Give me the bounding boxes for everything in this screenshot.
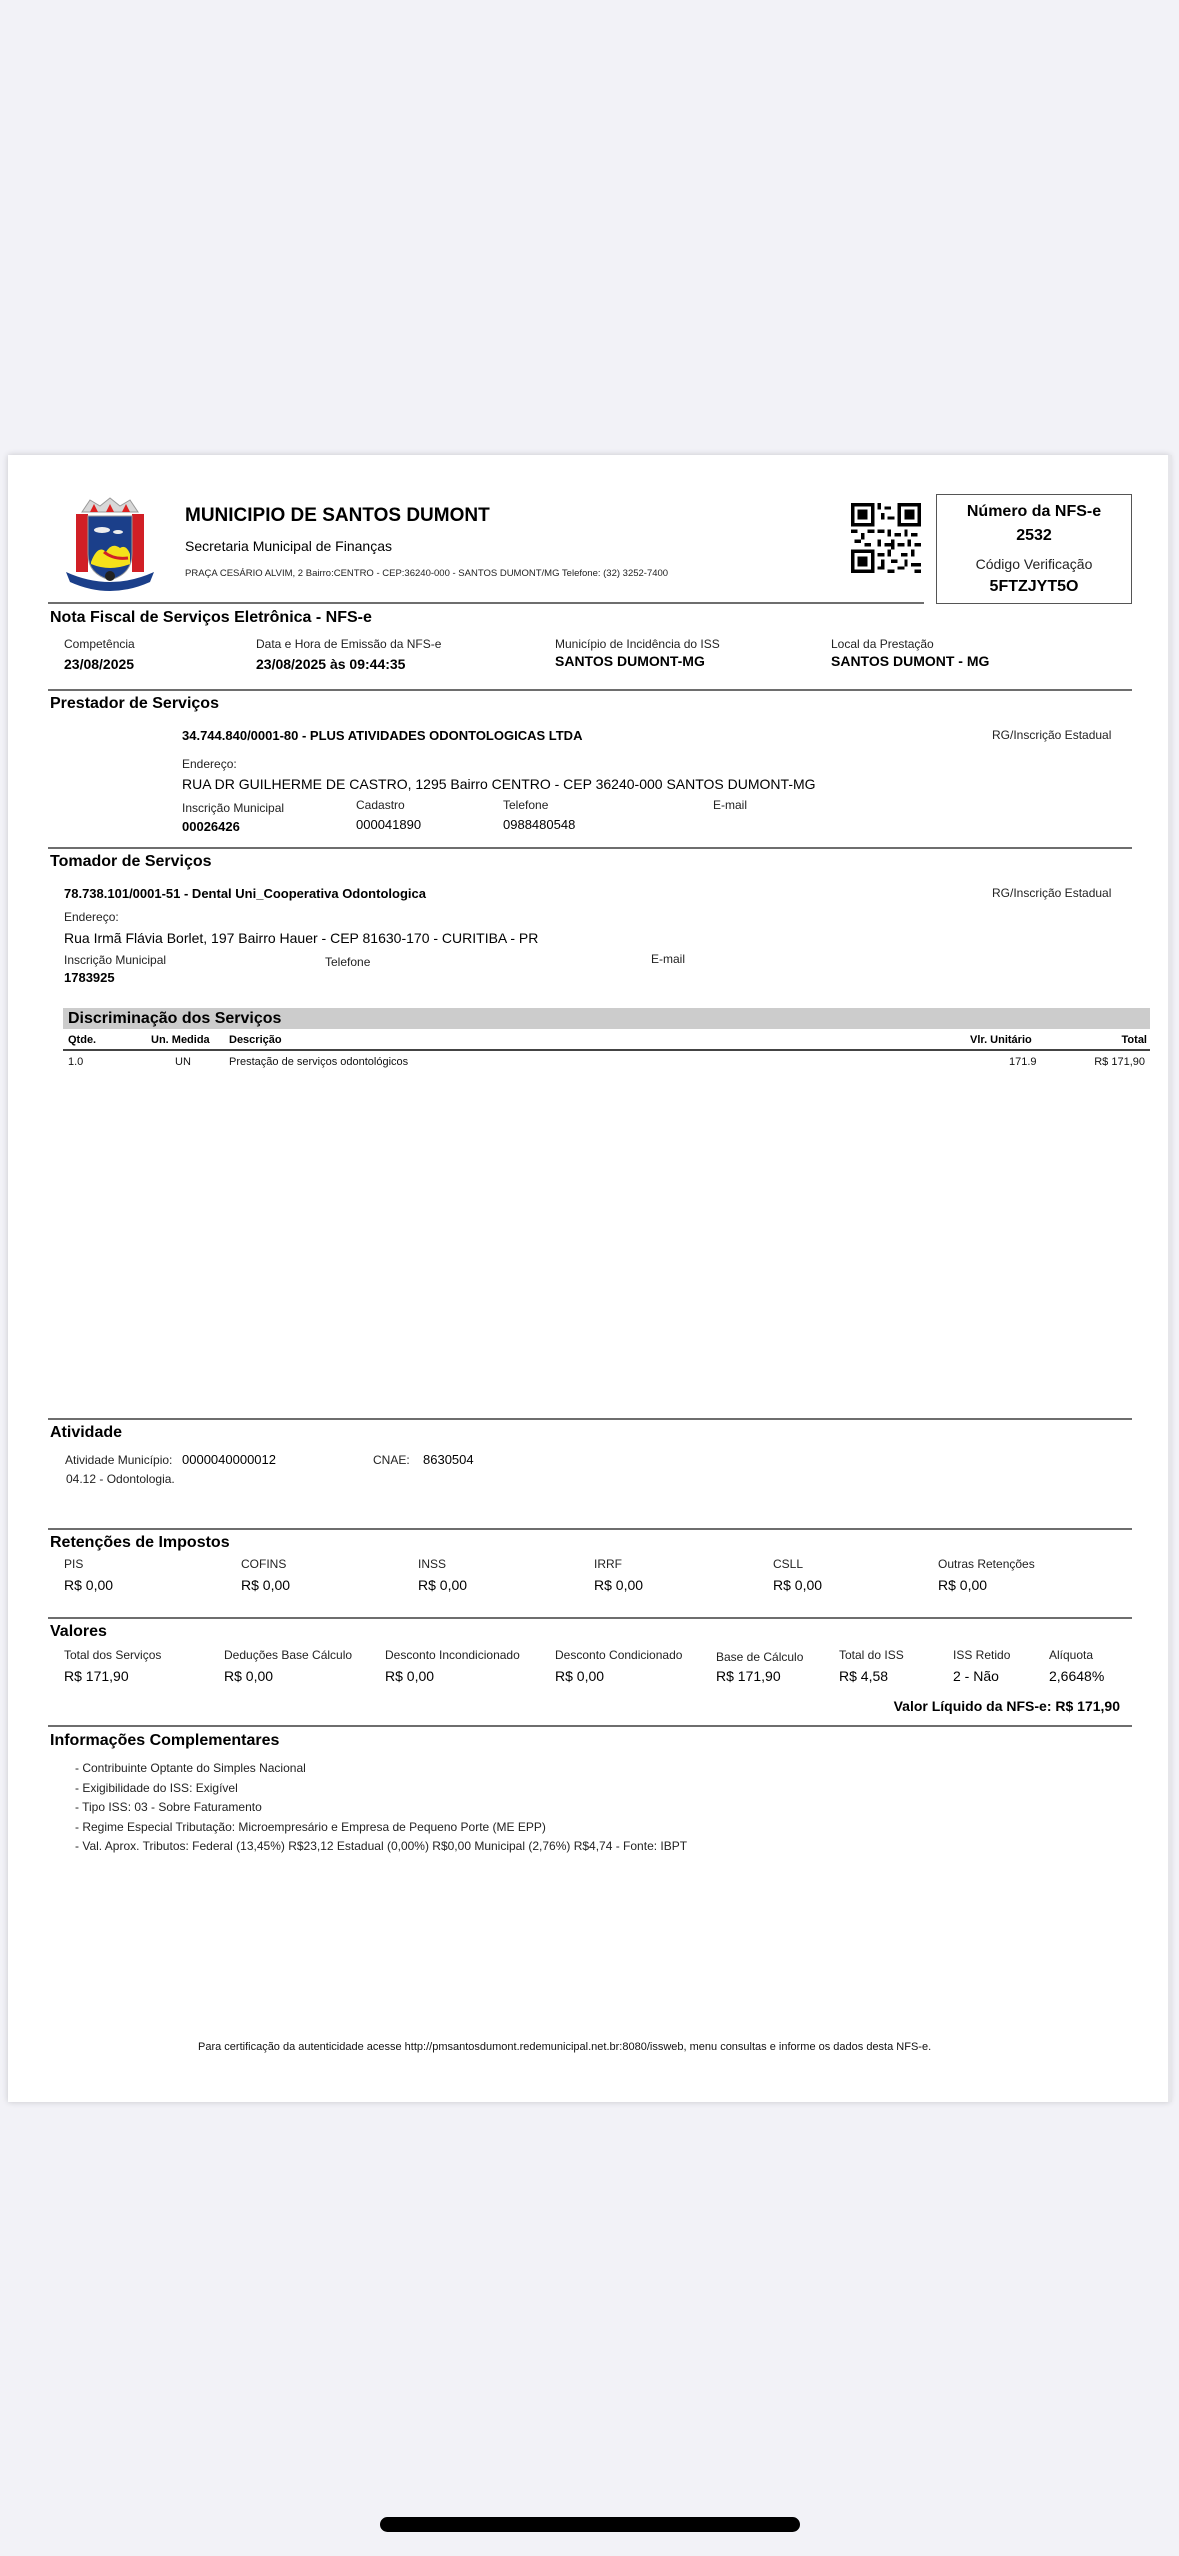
col-qtde: Qtde. xyxy=(68,1034,97,1046)
csll-value: R$ 0,00 xyxy=(773,1577,823,1593)
list-item: - Val. Aprox. Tributos: Federal (13,45%) R$23,12 Estadual (0,00%) R$0,00 Municipal (2,76%) R$4,74 - Fonte: IBPT xyxy=(75,1839,688,1853)
irrf-value: R$ 0,00 xyxy=(594,1577,644,1593)
inss-label: INSS xyxy=(418,1557,447,1571)
outras-retencoes-value: R$ 0,00 xyxy=(938,1577,988,1593)
row-total: R$ 171,90 xyxy=(1094,1056,1145,1068)
prestador-rg-label: RG/Inscrição Estadual xyxy=(992,728,1112,742)
municipality-address: PRAÇA CESÁRIO ALVIM, 2 Bairro:CENTRO - CEP:36240-000 - SANTOS DUMONT/MG Telefone: (32) 3252-7400 xyxy=(185,568,669,579)
services-table-divider xyxy=(63,1049,1150,1051)
document-title: Nota Fiscal de Serviços Eletrônica - NFS-e xyxy=(50,609,372,626)
cnae-value: 8630504 xyxy=(423,1452,474,1467)
prestador-inscricao: 00026426 xyxy=(182,819,240,834)
local-prestacao-label: Local da Prestação xyxy=(831,637,934,651)
tomador-inscricao-label: Inscrição Municipal xyxy=(64,953,167,967)
nfse-number: 2532 xyxy=(1016,527,1052,544)
complementares-title: Informações Complementares xyxy=(50,1732,280,1749)
prestador-name: 34.744.840/0001-80 - PLUS ATIVIDADES ODONTOLOGICAS LTDA xyxy=(182,728,583,743)
prestador-cadastro-label: Cadastro xyxy=(356,798,405,812)
nfse-number-box xyxy=(936,494,1132,604)
prestador-telefone-label: Telefone xyxy=(503,798,549,812)
section-divider xyxy=(48,1725,1132,1727)
col-unidade: Un. Medida xyxy=(151,1034,210,1046)
col-unitario: Vlr. Unitário xyxy=(970,1034,1032,1046)
atividade-descricao: 04.12 - Odontologia. xyxy=(66,1472,175,1486)
tomador-address-label: Endereço: xyxy=(64,910,119,924)
incidencia-label: Município de Incidência do ISS xyxy=(555,637,720,651)
inss-value: R$ 0,00 xyxy=(418,1577,468,1593)
pis-label: PIS xyxy=(64,1557,84,1571)
row-descricao: Prestação de serviços odontológicos xyxy=(229,1056,409,1068)
row-qtde: 1.0 xyxy=(68,1056,84,1068)
competencia-label: Competência xyxy=(64,637,135,651)
aliquota-value: 2,6648% xyxy=(1049,1668,1105,1684)
deducoes-value: R$ 0,00 xyxy=(224,1668,274,1684)
col-descricao: Descrição xyxy=(229,1034,282,1046)
row-unitario: 171.9 xyxy=(1009,1056,1037,1068)
prestador-inscricao-label: Inscrição Municipal xyxy=(182,801,285,815)
cofins-value: R$ 0,00 xyxy=(241,1577,291,1593)
nfse-number-label: Número da NFS-e xyxy=(966,503,1102,520)
list-item: - Exigibilidade do ISS: Exigível xyxy=(75,1781,238,1795)
verification-code-label: Código Verificação xyxy=(975,556,1093,572)
tomador-inscricao: 1783925 xyxy=(64,970,115,985)
list-item: - Regime Especial Tributação: Microempresário e Empresa de Pequeno Porte (ME EPP) xyxy=(75,1820,546,1834)
csll-label: CSLL xyxy=(773,1557,804,1571)
scrollbar[interactable] xyxy=(1168,455,1172,2102)
header-divider xyxy=(48,602,924,604)
desconto-condicionado-label: Desconto Condicionado xyxy=(555,1648,683,1662)
tomador-title: Tomador de Serviços xyxy=(50,853,212,870)
atividade-municipio: 0000040000012 xyxy=(182,1452,276,1467)
section-divider xyxy=(48,1617,1132,1619)
prestador-address: RUA DR GUILHERME DE CASTRO, 1295 Bairro CENTRO - CEP 36240-000 SANTOS DUMONT-MG xyxy=(182,776,816,792)
section-divider xyxy=(48,689,1132,691)
tomador-name: 78.738.101/0001-51 - Dental Uni_Cooperativa Odontologica xyxy=(64,886,426,901)
department-name: Secretaria Municipal de Finanças xyxy=(185,538,392,554)
valores-title: Valores xyxy=(50,1623,107,1640)
deducoes-label: Deduções Base Cálculo xyxy=(224,1648,353,1662)
list-item: - Contribuinte Optante do Simples Nacional xyxy=(75,1761,306,1775)
cofins-label: COFINS xyxy=(241,1557,287,1571)
iss-retido-label: ISS Retido xyxy=(953,1648,1011,1662)
irrf-label: IRRF xyxy=(594,1557,622,1571)
outras-retencoes-label: Outras Retenções xyxy=(938,1557,1035,1571)
section-divider xyxy=(48,1418,1132,1420)
desconto-condicionado-value: R$ 0,00 xyxy=(555,1668,605,1684)
desconto-incondicionado-label: Desconto Incondicionado xyxy=(385,1648,520,1662)
tomador-email-label: E-mail xyxy=(651,952,686,966)
total-iss-value: R$ 4,58 xyxy=(839,1668,889,1684)
total-iss-label: Total do ISS xyxy=(839,1648,904,1662)
retencoes-title: Retenções de Impostos xyxy=(50,1534,230,1551)
section-divider xyxy=(48,847,1132,849)
qr-code-icon[interactable] xyxy=(851,503,921,573)
cnae-label: CNAE: xyxy=(373,1453,410,1467)
prestador-telefone: 0988480548 xyxy=(503,817,576,832)
aliquota-label: Alíquota xyxy=(1049,1648,1094,1662)
coat-of-arms-icon xyxy=(60,492,160,592)
valor-liquido: Valor Líquido da NFS-e: R$ 171,90 xyxy=(893,1698,1120,1714)
iss-retido-value: 2 - Não xyxy=(953,1668,999,1684)
local-prestacao-value: SANTOS DUMONT - MG xyxy=(831,653,990,669)
verification-code: 5FTZJYT5O xyxy=(989,578,1079,595)
prestador-email-label: E-mail xyxy=(713,798,748,812)
prestador-cadastro: 000041890 xyxy=(356,817,422,832)
emission-datetime-label: Data e Hora de Emissão da NFS-e xyxy=(256,637,442,651)
section-divider xyxy=(48,1528,1132,1530)
incidencia-value: SANTOS DUMONT-MG xyxy=(555,653,705,669)
row-unidade: UN xyxy=(175,1056,191,1068)
atividade-title: Atividade xyxy=(50,1424,123,1441)
tomador-address: Rua Irmã Flávia Borlet, 197 Bairro Hauer - CEP 81630-170 - CURITIBA - PR xyxy=(64,930,539,946)
atividade-municipio-label: Atividade Município: xyxy=(65,1453,173,1467)
tomador-rg-label: RG/Inscrição Estadual xyxy=(992,886,1112,900)
emission-datetime-value: 23/08/2025 às 09:44:35 xyxy=(256,656,406,672)
col-total: Total xyxy=(1121,1034,1147,1046)
tomador-telefone-label: Telefone xyxy=(325,955,371,969)
total-servicos-value: R$ 171,90 xyxy=(64,1668,129,1684)
municipality-name: MUNICIPIO DE SANTOS DUMONT xyxy=(185,505,490,526)
pis-value: R$ 0,00 xyxy=(64,1577,114,1593)
list-item: - Tipo ISS: 03 - Sobre Faturamento xyxy=(75,1800,262,1814)
base-calculo-value: R$ 171,90 xyxy=(716,1668,781,1684)
prestador-address-label: Endereço: xyxy=(182,757,237,771)
desconto-incondicionado-value: R$ 0,00 xyxy=(385,1668,435,1684)
prestador-title: Prestador de Serviços xyxy=(50,695,219,712)
home-indicator[interactable] xyxy=(380,2517,800,2532)
services-title: Discriminação dos Serviços xyxy=(68,1010,282,1027)
competencia-value: 23/08/2025 xyxy=(64,656,135,672)
authenticity-note: Para certificação da autenticidade acesse http://pmsantosdumont.redemunicipal.net.br:8080/issweb, menu consultas e informe os dados desta NFS-e. xyxy=(198,2041,932,2053)
base-calculo-label: Base de Cálculo xyxy=(716,1650,804,1664)
total-servicos-label: Total dos Serviços xyxy=(64,1648,162,1662)
